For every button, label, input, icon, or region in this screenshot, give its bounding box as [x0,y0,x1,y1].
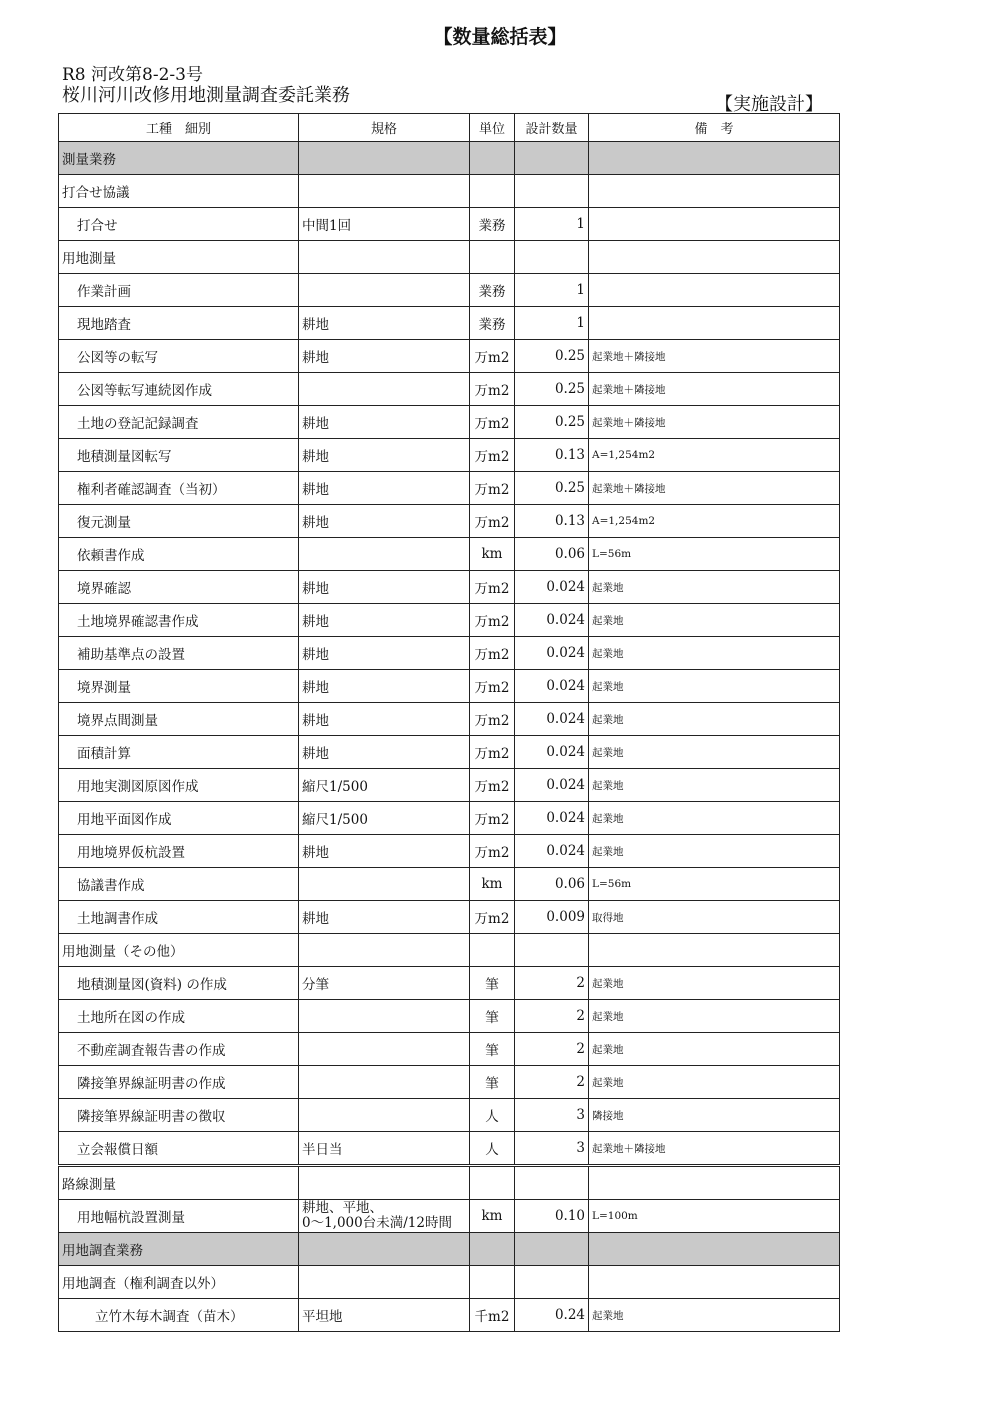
cell-quantity: 0.06 [515,538,589,571]
table-row [59,175,840,208]
cell-quantity [515,142,589,175]
cell-note [589,175,840,208]
cell-note: 起業地＋隣接地 [589,1132,840,1166]
cell-spec-line1: 耕地、平地、 [302,1200,383,1216]
cell-quantity: 2 [515,1000,589,1033]
table-row [59,406,840,439]
cell-quantity: 0.024 [515,769,589,802]
cell-work-item: 現地踏査 [59,307,299,340]
cell-unit: km [470,538,515,571]
header-unit: 単位 [470,114,515,142]
cell-spec: 平坦地 [299,1299,470,1332]
table-row [59,208,840,241]
cell-quantity: 1 [515,307,589,340]
table-row [59,835,840,868]
table-row [59,1033,840,1066]
cell-quantity: 0.024 [515,703,589,736]
cell-spec: 縮尺1/500 [299,802,470,835]
cell-quantity [515,175,589,208]
cell-work-item: 用地測量 [59,241,299,274]
cell-spec [299,538,470,571]
cell-note: 起業地 [589,1299,840,1332]
cell-spec [299,1099,470,1132]
cell-unit: 筆 [470,1066,515,1099]
cell-work-item: 公図等の転写 [59,340,299,373]
table-row [59,340,840,373]
cell-note [589,307,840,340]
cell-unit [470,1266,515,1299]
cell-work-item: 境界点間測量 [59,703,299,736]
cell-note: 起業地 [589,769,840,802]
cell-note: 起業地 [589,1033,840,1066]
cell-work-item: 境界測量 [59,670,299,703]
cell-note: 起業地 [589,571,840,604]
cell-note [589,1166,840,1200]
table-row [59,868,840,901]
cell-unit: 万m2 [470,505,515,538]
table-row [59,934,840,967]
cell-spec [299,868,470,901]
cell-work-item: 地積測量図(資料) の作成 [59,967,299,1000]
cell-unit: 万m2 [470,439,515,472]
cell-unit: 万m2 [470,901,515,934]
cell-quantity: 1 [515,208,589,241]
cell-spec [299,934,470,967]
cell-spec: 耕地 [299,670,470,703]
cell-unit: 万m2 [470,373,515,406]
cell-spec: 耕地 [299,307,470,340]
cell-spec-line2: 0～1,000台未満/12時間 [302,1215,452,1231]
contract-number: R8 河改第8-2-3号 [62,65,203,85]
cell-unit: 万m2 [470,637,515,670]
cell-work-item: 協議書作成 [59,868,299,901]
cell-unit: 万m2 [470,703,515,736]
cell-work-item: 打合せ [59,208,299,241]
table-row [59,505,840,538]
cell-quantity [515,1166,589,1200]
table-row [59,703,840,736]
cell-quantity: 2 [515,1066,589,1099]
header-note: 備 考 [589,114,840,142]
document-title: 【数量総括表】 [433,26,567,48]
table-row [59,769,840,802]
cell-unit: km [470,1200,515,1233]
cell-unit: 万m2 [470,472,515,505]
table-header-row [59,114,840,142]
cell-unit: 筆 [470,967,515,1000]
cell-quantity: 0.10 [515,1200,589,1233]
cell-quantity: 0.024 [515,802,589,835]
cell-spec: 耕地 [299,472,470,505]
cell-spec: 耕地 [299,637,470,670]
cell-quantity: 0.024 [515,835,589,868]
cell-unit: 業務 [470,307,515,340]
cell-unit: 万m2 [470,604,515,637]
cell-quantity [515,1266,589,1299]
table-row [59,802,840,835]
quantity-summary-table [58,113,840,1332]
cell-work-item: 測量業務 [59,142,299,175]
cell-unit: 万m2 [470,835,515,868]
cell-note: L=100m [589,1200,840,1233]
cell-quantity [515,241,589,274]
cell-work-item: 依頼書作成 [59,538,299,571]
cell-note: 起業地＋隣接地 [589,373,840,406]
cell-work-item: 用地調査（権利調査以外） [59,1266,299,1299]
cell-work-item: 用地調査業務 [59,1233,299,1266]
cell-quantity: 0.009 [515,901,589,934]
table-row [59,307,840,340]
cell-work-item: 立竹木毎木調査（苗木） [59,1299,299,1332]
cell-unit [470,142,515,175]
cell-quantity: 0.25 [515,406,589,439]
cell-spec: 耕地 [299,604,470,637]
table-row [59,604,840,637]
cell-work-item: 用地平面図作成 [59,802,299,835]
cell-note: 起業地 [589,1000,840,1033]
design-tag: 【実施設計】 [715,94,823,115]
cell-unit [470,934,515,967]
cell-quantity: 0.024 [515,604,589,637]
cell-spec: 中間1回 [299,208,470,241]
cell-spec: 半日当 [299,1132,470,1166]
cell-quantity: 0.13 [515,439,589,472]
cell-work-item: 面積計算 [59,736,299,769]
cell-spec: 耕地 [299,439,470,472]
cell-note [589,142,840,175]
cell-unit: 万m2 [470,571,515,604]
cell-quantity: 2 [515,1033,589,1066]
cell-note: 起業地 [589,637,840,670]
cell-note: 取得地 [589,901,840,934]
table-row [59,1233,840,1266]
cell-quantity: 0.13 [515,505,589,538]
cell-note: 起業地 [589,1066,840,1099]
cell-unit: 千m2 [470,1299,515,1332]
cell-unit: 万m2 [470,670,515,703]
header-name: 工種 細別 [59,114,299,142]
cell-spec [299,1233,470,1266]
cell-work-item: 地積測量図転写 [59,439,299,472]
table-row [59,736,840,769]
cell-note: 起業地 [589,802,840,835]
table-row [59,1200,840,1233]
table-row [59,1000,840,1033]
cell-quantity: 0.024 [515,670,589,703]
cell-work-item: 用地幅杭設置測量 [59,1200,299,1233]
cell-unit [470,1166,515,1200]
cell-note: A=1,254m2 [589,505,840,538]
cell-spec [299,1000,470,1033]
cell-quantity: 0.25 [515,373,589,406]
cell-unit: km [470,868,515,901]
cell-unit: 万m2 [470,406,515,439]
cell-unit: 万m2 [470,802,515,835]
cell-spec: 耕地 [299,703,470,736]
cell-spec: 耕地 [299,835,470,868]
cell-work-item: 土地所在図の作成 [59,1000,299,1033]
cell-spec [299,142,470,175]
cell-work-item: 用地実測図原図作成 [59,769,299,802]
cell-quantity: 0.024 [515,571,589,604]
cell-unit: 業務 [470,208,515,241]
cell-unit: 筆 [470,1033,515,1066]
cell-work-item: 権利者確認調査（当初） [59,472,299,505]
cell-note: 起業地＋隣接地 [589,340,840,373]
cell-note: 起業地 [589,604,840,637]
cell-note [589,1266,840,1299]
cell-unit [470,175,515,208]
cell-spec: 耕地 [299,736,470,769]
table-row [59,901,840,934]
cell-unit: 万m2 [470,769,515,802]
table-row [59,637,840,670]
cell-unit [470,241,515,274]
cell-spec: 分筆 [299,967,470,1000]
cell-spec [299,274,470,307]
cell-note: 起業地＋隣接地 [589,406,840,439]
header-spec: 規格 [299,114,470,142]
cell-spec [299,1033,470,1066]
table-row [59,274,840,307]
cell-work-item: 用地測量（その他） [59,934,299,967]
cell-work-item: 土地境界確認書作成 [59,604,299,637]
cell-spec [299,241,470,274]
cell-spec [299,373,470,406]
table-row [59,1099,840,1132]
cell-quantity: 3 [515,1132,589,1166]
cell-note: 起業地 [589,736,840,769]
cell-spec [299,1166,470,1200]
cell-spec: 縮尺1/500 [299,769,470,802]
cell-note: L=56m [589,538,840,571]
cell-quantity: 0.024 [515,736,589,769]
cell-unit: 万m2 [470,736,515,769]
cell-work-item: 隣接筆界線証明書の徴収 [59,1099,299,1132]
cell-work-item: 立会報償日額 [59,1132,299,1166]
cell-note: 起業地 [589,703,840,736]
table-body [59,142,840,1332]
cell-spec: 耕地 [299,340,470,373]
cell-quantity: 0.06 [515,868,589,901]
cell-note [589,274,840,307]
cell-note [589,934,840,967]
cell-unit: 人 [470,1099,515,1132]
table-row [59,1132,840,1166]
cell-work-item: 境界確認 [59,571,299,604]
cell-work-item: 公図等転写連続図作成 [59,373,299,406]
table-row [59,1266,840,1299]
cell-work-item: 補助基準点の設置 [59,637,299,670]
cell-quantity: 0.25 [515,472,589,505]
cell-quantity: 2 [515,967,589,1000]
cell-work-item: 打合せ協議 [59,175,299,208]
table-row [59,1299,840,1332]
cell-note: 起業地＋隣接地 [589,472,840,505]
cell-work-item: 土地の登記記録調査 [59,406,299,439]
cell-unit [470,1233,515,1266]
table-row [59,1166,840,1200]
table-row [59,373,840,406]
cell-spec: 耕地 [299,406,470,439]
table-row [59,142,840,175]
cell-work-item: 作業計画 [59,274,299,307]
cell-quantity: 0.024 [515,637,589,670]
cell-spec [299,1266,470,1299]
cell-unit: 人 [470,1132,515,1166]
cell-spec: 耕地 [299,901,470,934]
cell-unit: 筆 [470,1000,515,1033]
cell-work-item: 用地境界仮杭設置 [59,835,299,868]
cell-note [589,208,840,241]
table-row [59,538,840,571]
cell-work-item: 復元測量 [59,505,299,538]
cell-work-item: 路線測量 [59,1166,299,1200]
header-qty: 設計数量 [515,114,589,142]
table-row [59,472,840,505]
cell-note: 隣接地 [589,1099,840,1132]
table-row [59,670,840,703]
cell-spec [299,1066,470,1099]
cell-spec [299,1200,470,1233]
cell-quantity [515,934,589,967]
cell-quantity: 3 [515,1099,589,1132]
table-row [59,571,840,604]
table-row [59,241,840,274]
cell-note: 起業地 [589,967,840,1000]
project-name: 桜川河川改修用地測量調査委託業務 [62,85,350,106]
cell-work-item: 土地調書作成 [59,901,299,934]
cell-spec [299,175,470,208]
cell-note: A=1,254m2 [589,439,840,472]
cell-spec: 耕地 [299,505,470,538]
cell-quantity: 0.24 [515,1299,589,1332]
cell-spec: 耕地 [299,571,470,604]
table-row [59,967,840,1000]
cell-quantity [515,1233,589,1266]
cell-work-item: 不動産調査報告書の作成 [59,1033,299,1066]
cell-note [589,1233,840,1266]
cell-unit: 万m2 [470,340,515,373]
cell-quantity: 1 [515,274,589,307]
cell-note: L=56m [589,868,840,901]
cell-note: 起業地 [589,835,840,868]
cell-note [589,241,840,274]
table-row [59,1066,840,1099]
cell-note: 起業地 [589,670,840,703]
cell-work-item: 隣接筆界線証明書の作成 [59,1066,299,1099]
cell-unit: 業務 [470,274,515,307]
table-row [59,439,840,472]
cell-quantity: 0.25 [515,340,589,373]
